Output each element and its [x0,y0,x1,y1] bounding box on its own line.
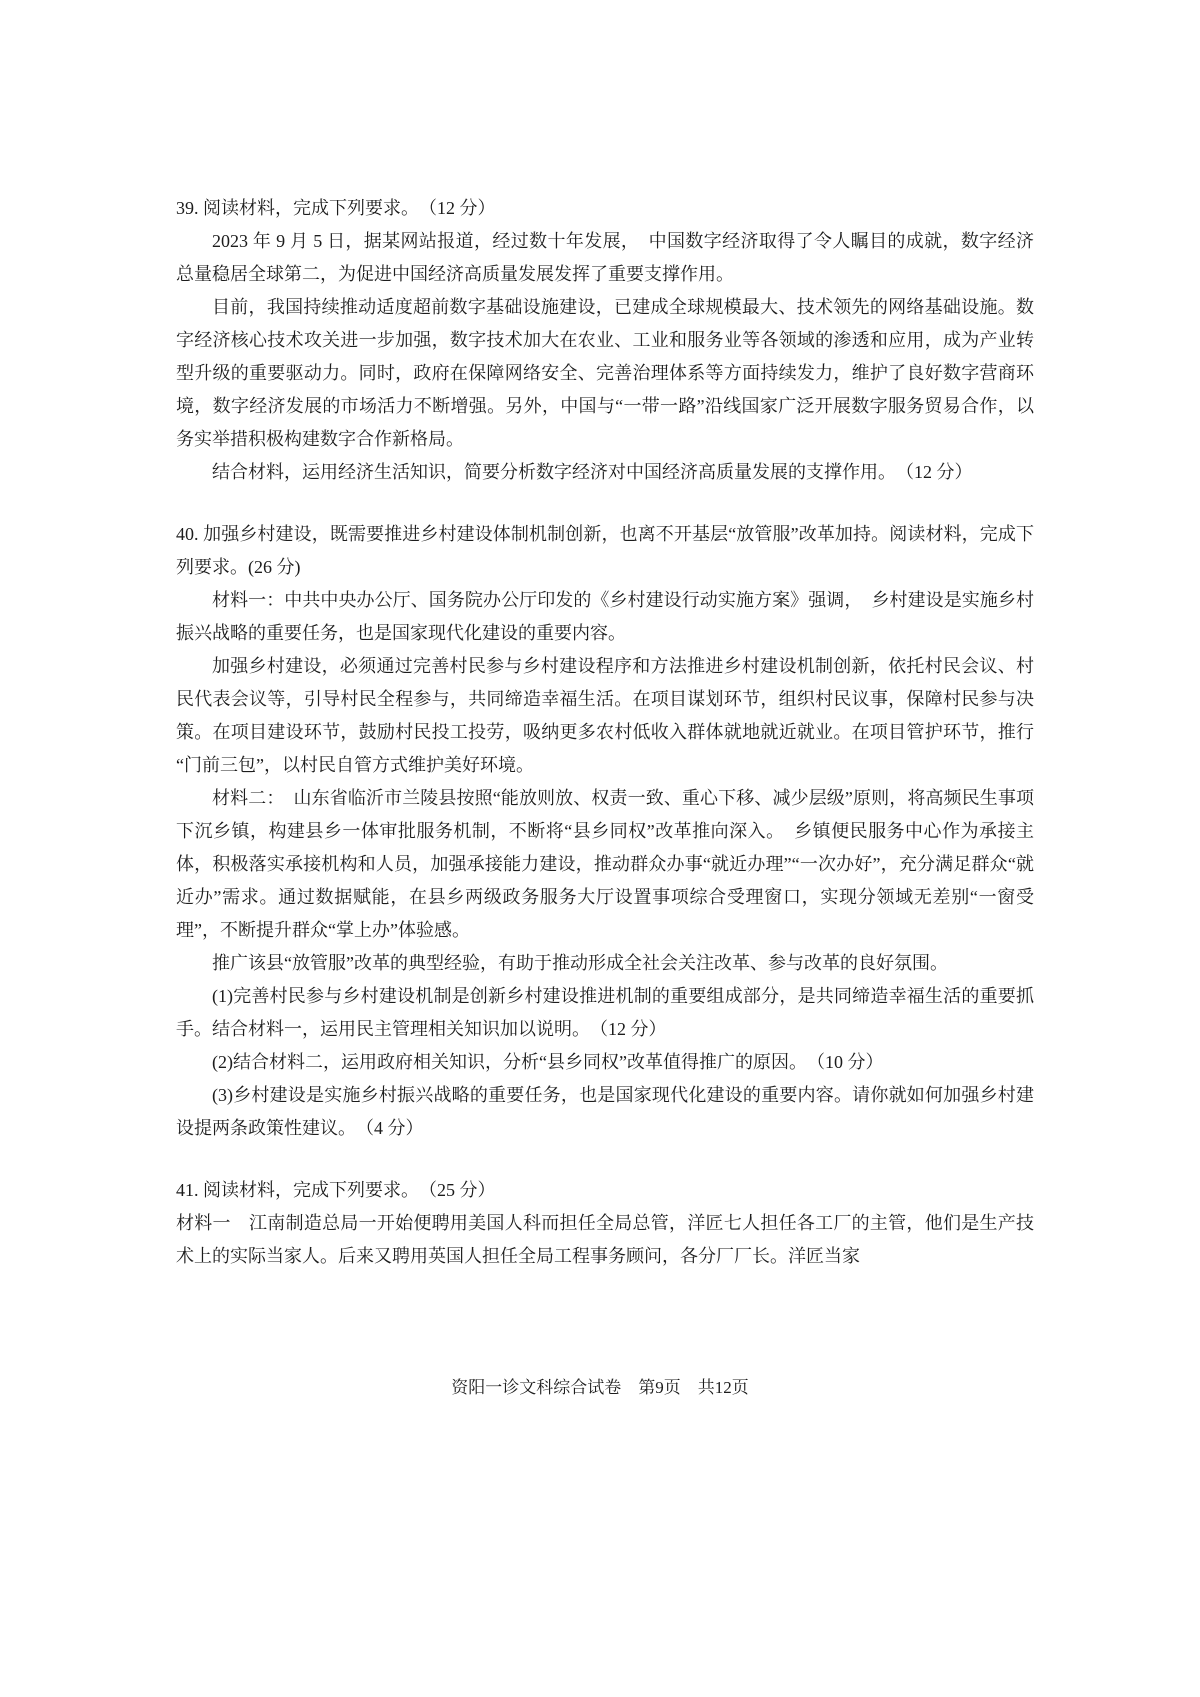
question-40 [176,518,1034,1145]
question-39-heading: 39. 阅读材料，完成下列要求。 （12 分） [176,198,496,218]
question-39 [176,192,1034,489]
question-40-heading: 40. 加强乡村建设，既需要推进乡村建设体制机制创新，也离不开基层“放管服”改革加持。阅读材料，完成下列要求。(26 分) [176,524,1034,577]
page-footer [0,1376,1200,1400]
question-40-para-1: 材料一：中共中央办公厅、国务院办公厅印发的《乡村建设行动实施方案》强调， 乡村建设是实施乡村振兴战略的重要任务，也是国家现代化建设的重要内容。 [176,590,1034,643]
question-40-para-7: (3)乡村建设是实施乡村振兴战略的重要任务，也是国家现代化建设的重要内容。请你就如何加强乡村建设提两条政策性建议。 （4 分） [176,1085,1034,1138]
question-40-para-2: 加强乡村建设，必须通过完善村民参与乡村建设程序和方法推进乡村建设机制创新，依托村民会议、村民代表会议等，引导村民全程参与，共同缔造幸福生活。在项目谋划环节，组织村民议事，保障村民参与决策。在项目建设环节，鼓励村民投工投劳，吸纳更多农村低收入群体就地就近就业。在项目管护环节，推行“门前三包”，以村民自管方式维护美好环境。 [176,656,1034,775]
question-39-para-3: 结合材料，运用经济生活知识，简要分析数字经济对中国经济高质量发展的支撑作用。 （12 分） [212,462,973,482]
exam-content [176,192,1034,1273]
question-40-para-5: (1)完善村民参与乡村建设机制是创新乡村建设推进机制的重要组成部分，是共同缔造幸福生活的重要抓手。结合材料一，运用民主管理相关知识加以说明。 （12 分） [176,986,1034,1039]
question-39-para-2: 目前，我国持续推动适度超前数字基础设施建设，已建成全球规模最大、技术领先的网络基础设施。数字经济核心技术攻关进一步加强，数字技术加大在农业、工业和服务业等各领域的渗透和应用，成为产业转型升级的重要驱动力。同时，政府在保障网络安全、完善治理体系等方面持续发力，维护了良好数字营商环境，数字经济发展的市场活力不断增强。另外，中国与“一带一路”沿线国家广泛开展数字服务贸易合作，以务实举措积极构建数字合作新格局。 [176,297,1034,449]
footer-text: 资阳一诊文科综合试卷 第9页 共12页 [451,1378,749,1397]
question-41-para-1: 材料一 江南制造总局一开始便聘用美国人科而担任全局总管，洋匠七人担任各工厂的主管，他们是生产技术上的实际当家人。后来又聘用英国人担任全局工程事务顾问，各分厂厂长。洋匠当家 [176,1213,1034,1266]
question-40-para-3: 材料二： 山东省临沂市兰陵县按照“能放则放、权责一致、重心下移、减少层级”原则，将高频民生事项下沉乡镇，构建县乡一体审批服务机制，不断将“县乡同权”改革推向深入。 乡镇便民服务中心作为承接主体，积极落实承接机构和人员，加强承接能力建设，推动群众办事“就近办理”“一次办好”，充分满足群众“就近办”需求。通过数据赋能，在县乡两级政务服务大厅设置事项综合受理窗口，实现分领域无差别“一窗受理”，不断提升群众“掌上办”体验感。 [176,788,1034,940]
question-41 [176,1174,1034,1273]
question-41-heading: 41. 阅读材料，完成下列要求。 （25 分） [176,1180,496,1200]
question-40-para-6: (2)结合材料二，运用政府相关知识，分析“县乡同权”改革值得推广的原因。 （10 分） [212,1052,884,1072]
question-40-para-4: 推广该县“放管服”改革的典型经验，有助于推动形成全社会关注改革、参与改革的良好氛围。 [212,953,948,973]
question-39-para-1: 2023 年 9 月 5 日，据某网站报道，经过数十年发展， 中国数字经济取得了令人瞩目的成就，数字经济总量稳居全球第二，为促进中国经济高质量发展发挥了重要支撑作用。 [176,231,1034,284]
